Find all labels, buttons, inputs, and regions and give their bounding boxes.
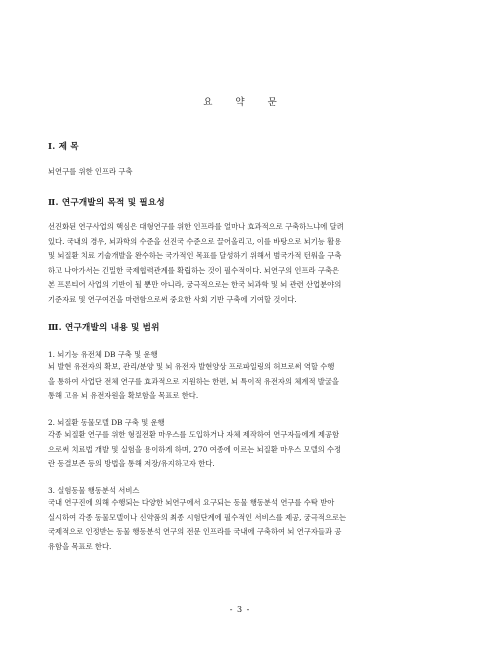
paragraph-line: 뇌 발현 유전자의 확보, 관리/분양 및 뇌 유전자 발현양상 프로파일링의 허브로써 역할 수행 — [48, 362, 335, 371]
paragraph-line: 유함을 목표로 한다. — [48, 541, 112, 551]
paragraph-line: 및 뇌질환 치료 기술개발을 완수하는 국가적인 목표를 달성하기 위해서 범국가적 턴워을 구축 — [48, 251, 342, 261]
paragraph-line: 으로써 치료법 개발 및 실험을 용이하게 하며, 270 여종에 이르는 뇌질환 마우스 모델의 수정 — [48, 444, 342, 454]
paragraph-line: 본 프론티어 사업의 기반이 될 뿐만 아니라, 궁극적으로는 한국 뇌과학 및 뇌 관련 산업분야의 — [48, 280, 342, 290]
item-3-paragraph — [48, 496, 444, 554]
section-2-paragraph — [48, 220, 444, 308]
paragraph-line: 기준자료 및 연구여건을 마련함으로써 중요한 사회 기반 구축에 기여할 것이다. — [48, 294, 297, 304]
paragraph-line: 국제적으로 인정받는 동물 행동분석 연구의 전문 인프라를 국내에 구축하여 뇌 연구자들과 공 — [48, 527, 342, 537]
paragraph-line: 각종 뇌질환 연구를 위한 형질전환 마우스를 도입하거나 자체 제작하여 연구자들에게 제공함 — [48, 430, 340, 439]
section-1-body: 뇌연구를 위한 인프라 구축 — [48, 167, 133, 176]
paragraph-line: 국내 연구진에 의해 수행되는 다양한 뇌연구에서 요구되는 동물 행동분석 연구를 수탁 받아 — [48, 498, 335, 507]
item-3-title: 3. 실험동물 행동분석 서비스 — [48, 486, 140, 495]
section-3-heading: Ⅲ. 연구개발의 내용 및 범위 — [48, 323, 160, 333]
page-title: 요 약 문 — [203, 97, 287, 108]
item-2-title: 2. 뇌질환 동물모델 DB 구축 및 운행 — [48, 418, 165, 427]
paragraph-line: 을 통하여 사업단 전체 연구를 효과적으로 지원하는 한편, 뇌 특이적 유전자의 체계적 발굴을 — [48, 376, 339, 386]
item-1-title: 1. 뇌기능 유전체 DB 구축 및 운행 — [48, 350, 158, 359]
item-2-paragraph — [48, 428, 444, 472]
paragraph-line: 선진화된 연구사업의 핵심은 대형연구를 위한 인프라를 얼마나 효과적으로 구축하느냐에 달려 — [48, 222, 344, 231]
paragraph-line: 하고 나아가서는 긴밀한 국제협력관계를 확립하는 것이 필수적이다. 뇌연구의 인프라 구축은 — [48, 265, 340, 275]
item-1-paragraph — [48, 360, 444, 404]
paragraph-line: 란 동결보존 등의 방법을 통해 저장/유지하고자 한다. — [48, 459, 215, 469]
paragraph-line: 통해 고유 뇌 유전자원을 확보함을 목표로 한다. — [48, 391, 199, 401]
section-1-heading: Ⅰ. 제 목 — [48, 142, 79, 152]
paragraph-line: 있다. 국내의 경우, 뇌과학의 수준을 선진국 수준으로 끌어올리고, 이를 바탕으로 뇌기능 활용 — [48, 236, 342, 246]
section-2-heading: Ⅱ. 연구개발의 목적 및 필요성 — [48, 198, 165, 208]
page-number: - 3 - — [229, 605, 251, 614]
paragraph-line: 실시하여 각종 동물모델이나 신약품의 최종 시험단계에 필수적인 서비스를 제공, 궁극적으로는 — [48, 512, 347, 522]
